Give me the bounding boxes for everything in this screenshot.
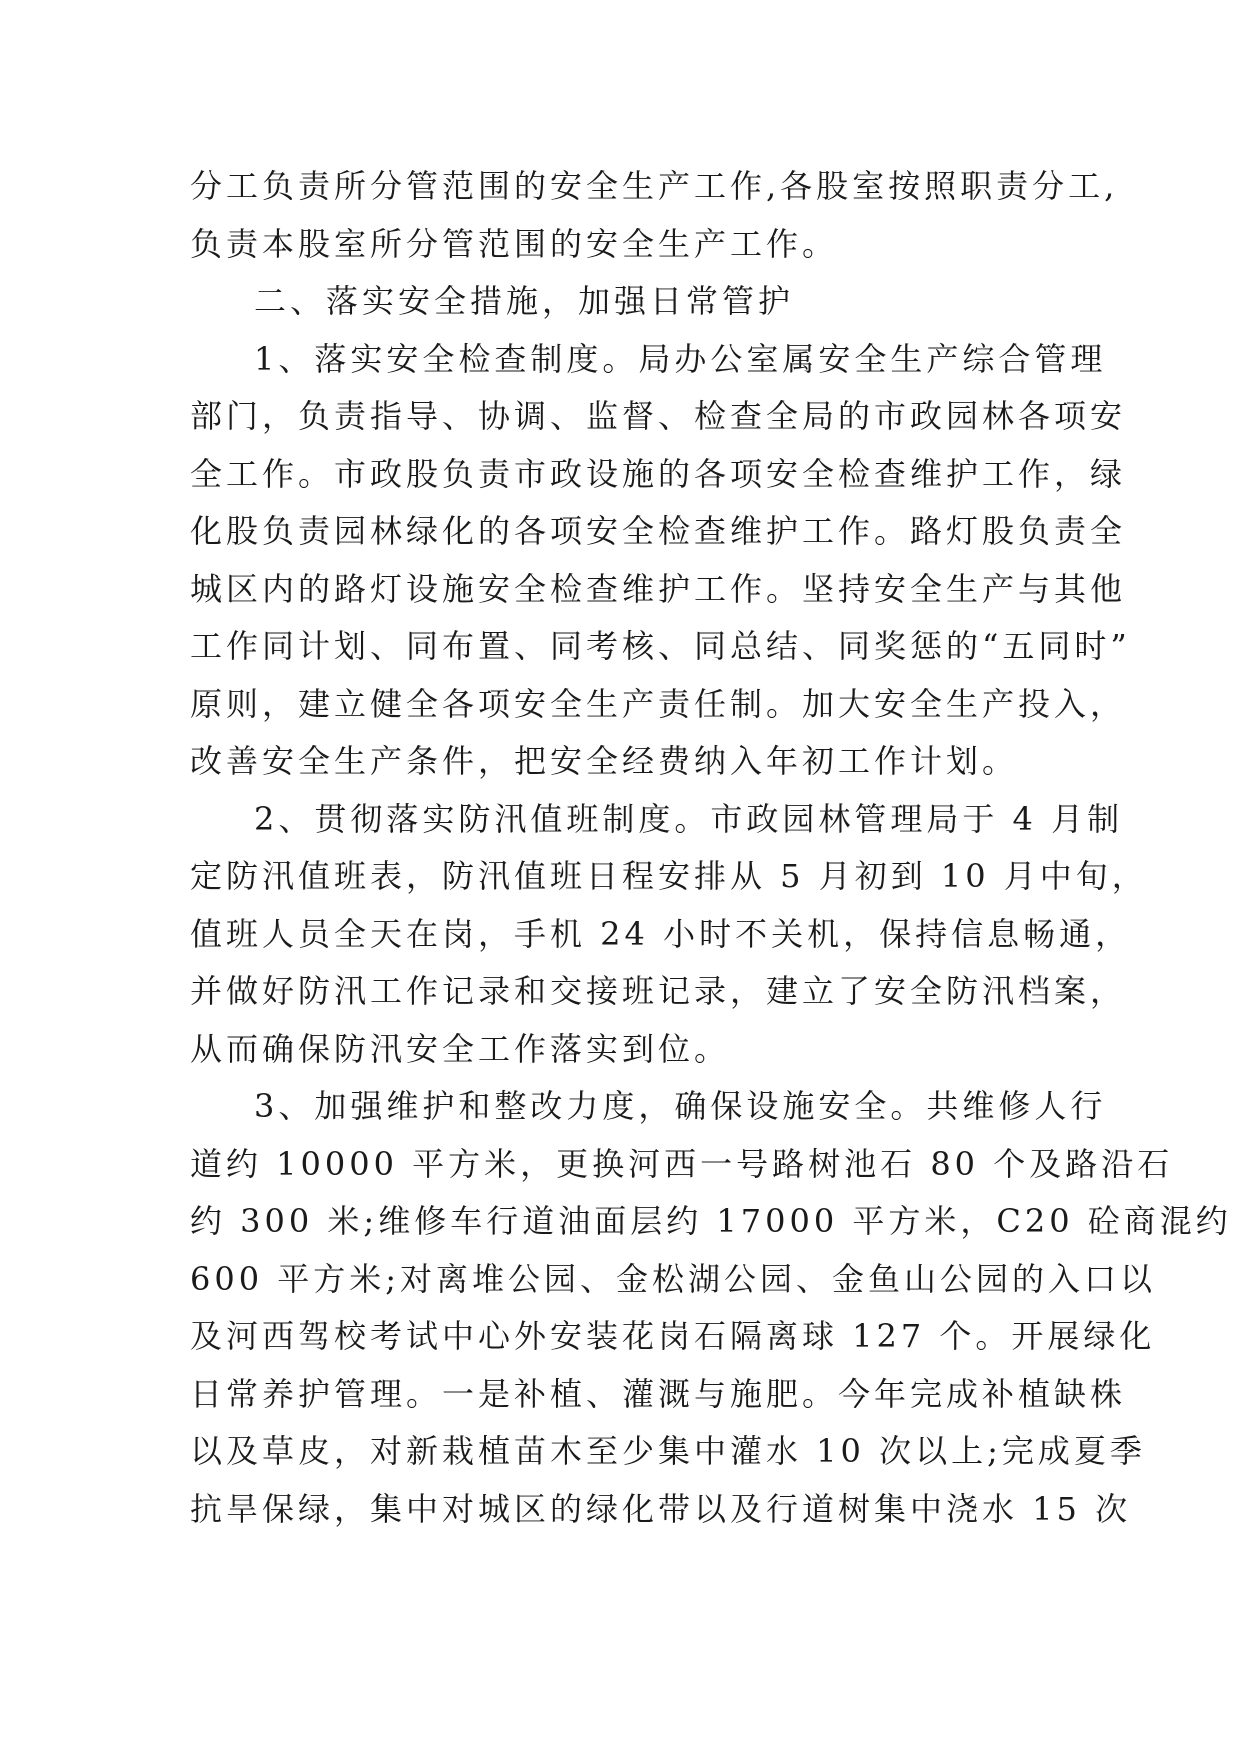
text-line: 从而确保防汛安全工作落实到位。 [190,1029,731,1068]
text-line: 化股负责园林绿化的各项安全检查维护工作。路灯股负责全 [190,512,1127,550]
text-line: 城区内的路灯设施安全检查维护工作。坚持安全生产与其他 [190,569,1127,608]
text-line: 分工负责所分管范围的安全生产工作,各股室按照职责分工, [190,167,1119,205]
text-line: 道约 10000 平方米，更换河西一号路树池石 80 个及路沿石 [190,1144,1174,1183]
text-line: 原则，建立健全各项安全生产责任制。加大安全生产投入， [190,684,1127,723]
text-line: 值班人员全天在岗，手机 24 小时不关机，保持信息畅通， [190,914,1132,953]
text-line: 工作同计划、同布置、同考核、同总结、同奖惩的“五同时” [190,627,1131,665]
text-line: 约 300 米;维修车行道油面层约 17000 平方米，C20 砼商混约 [190,1202,1232,1240]
text-line: 部门，负责指导、协调、监督、检查全局的市政园林各项安 [190,397,1127,435]
text-line: 抗旱保绿，集中对城区的绿化带以及行道树集中浇水 15 次 [190,1489,1132,1528]
text-line: 1、落实安全检查制度。局办公室属安全生产综合管理 [254,339,1107,378]
text-line: 以及草皮，对新栽植苗木至少集中灌水 10 次以上;完成夏季 [190,1432,1146,1470]
text-line: 600 平方米;对离堆公园、金松湖公园、金鱼山公园的入口以 [190,1259,1157,1298]
text-line: 负责本股室所分管范围的安全生产工作。 [190,224,839,263]
text-line: 定防汛值班表，防汛值班日程安排从 5 月初到 10 月中旬， [190,857,1148,895]
text-line: 并做好防汛工作记录和交接班记录，建立了安全防汛档案， [190,972,1127,1010]
text-line: 3、加强维护和整改力度，确保设施安全。共维修人行 [254,1087,1107,1125]
text-line: 日常养护管理。一是补植、灌溉与施肥。今年完成补植缺株 [190,1374,1127,1413]
text-line: 全工作。市政股负责市政设施的各项安全检查维护工作，绿 [190,454,1127,493]
section-heading: 二、落实安全措施，加强日常管护 [254,282,795,320]
document-body [190,158,1232,1538]
text-line: 及河西驾校考试中心外安装花岗石隔离球 127 个。开展绿化 [190,1317,1156,1355]
text-line: 2、贯彻落实防汛值班制度。市政园林管理局于 4 月制 [254,799,1124,838]
text-line: 改善安全生产条件，把安全经费纳入年初工作计划。 [190,742,1019,780]
